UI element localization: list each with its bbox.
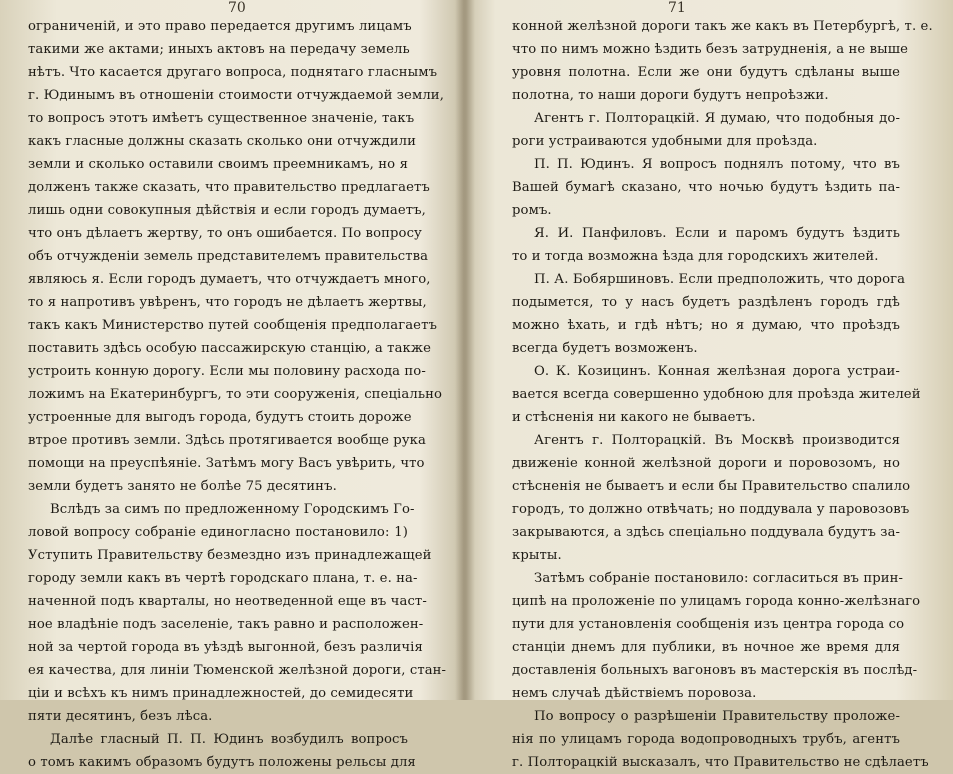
text-line: что по нимъ можно ѣздить безъ затрудненія, а не выше bbox=[512, 42, 908, 57]
text-line: По вопросу о разрѣшеніи Правительству проложе- bbox=[534, 709, 900, 724]
text-line: можно ѣхать, и гдѣ нѣтъ; но я думаю, что проѣздъ bbox=[512, 318, 900, 333]
left-page-text bbox=[28, 15, 447, 774]
text-line: ограниченій, и это право передается другимъ лицамъ bbox=[28, 19, 412, 34]
text-line: ципѣ на проложеніе по улицамъ города конно-желѣзнаго bbox=[512, 594, 921, 609]
text-line: такъ какъ Министерство путей сообщенія предполагаетъ bbox=[28, 318, 437, 333]
text-line: что онъ дѣлаетъ жертву, то онъ ошибается. По вопросу bbox=[28, 226, 422, 241]
text-line: г. Полторацкій высказалъ, что Правительство не сдѣлаетъ bbox=[512, 755, 929, 770]
text-line: стѣсненія не бываетъ и если бы Правительство спалило bbox=[512, 479, 911, 494]
text-line: и стѣсненія ни какого не бываетъ. bbox=[512, 410, 756, 425]
text-line: лишь одни совокупныя дѣйствія и если городъ думаетъ, bbox=[28, 203, 426, 218]
text-line: нѣтъ. Что касается другаго вопроса, поднятаго гласнымъ bbox=[28, 65, 438, 80]
text-line: П. П. Юдинъ. Я вопросъ поднялъ потому, что въ bbox=[534, 157, 900, 172]
text-line: полотна, то наши дороги будутъ непроѣзжи. bbox=[512, 88, 829, 103]
text-line: крыты. bbox=[512, 548, 562, 563]
text-line: объ отчужденіи земель представителемъ правительства bbox=[28, 249, 429, 264]
text-line: наченной подъ кварталы, но неотведенной еще въ част- bbox=[28, 594, 427, 609]
text-line: то и тогда возможна ѣзда для городскихъ жителей. bbox=[512, 249, 879, 264]
text-line: П. А. Бобяршиновъ. Если предположить, что дорога bbox=[534, 272, 906, 287]
text-line: ромъ. bbox=[512, 203, 552, 218]
text-line: то вопросъ этотъ имѣетъ существенное значеніе, такъ bbox=[28, 111, 415, 126]
text-line: городу земли какъ въ чертѣ городскаго плана, т. е. на- bbox=[28, 571, 418, 586]
text-line: ловой вопросу собраніе единогласно постановило: 1) bbox=[28, 525, 408, 540]
text-line: то я напротивъ увѣренъ, что городъ не дѣлаетъ жертвы, bbox=[28, 295, 427, 310]
left-page-number: 70 bbox=[228, 0, 246, 16]
text-line: Вашей бумагѣ сказано, что ночью будутъ ѣздить па- bbox=[512, 180, 900, 195]
text-line: закрываются, а здѣсь спеціально поддувала будутъ за- bbox=[512, 525, 901, 540]
text-line: устроить конную дорогу. Если мы половину расхода по- bbox=[28, 364, 426, 379]
text-line: Агентъ г. Полторацкій. Я думаю, что подобныя до- bbox=[534, 111, 900, 126]
text-line: городъ, то должно отвѣчать; но поддувала у паровозовъ bbox=[512, 502, 910, 517]
text-line: поставить здѣсь особую пассажирскую станцію, а также bbox=[28, 341, 432, 356]
text-line: земли будетъ занято не болѣе 75 десятинъ. bbox=[28, 479, 337, 494]
text-line: станціи днемъ для публики, въ ночное же время для bbox=[512, 640, 900, 655]
text-line: Агентъ г. Полторацкій. Въ Москвѣ производится bbox=[534, 433, 900, 448]
text-line: ложимъ на Екатеринбургъ, то эти сооруженія, спеціально bbox=[28, 387, 443, 402]
text-line: земли и сколько оставили своимъ преемникамъ, но я bbox=[28, 157, 408, 172]
right-page-text bbox=[512, 15, 933, 774]
text-line: ной за чертой города въ уѣздѣ выгонной, безъ различія bbox=[28, 640, 423, 655]
text-line: конной желѣзной дороги такъ же какъ въ Петербургѣ, т. е. bbox=[512, 19, 933, 34]
text-line: помощи на прeуспѣяніе. Затѣмъ могу Васъ увѣрить, что bbox=[28, 456, 425, 471]
text-line: Затѣмъ собраніе постановило: согласиться въ прин- bbox=[534, 571, 904, 586]
text-line: какъ гласные должны сказать сколько они отчуждили bbox=[28, 134, 417, 149]
text-line: являюсь я. Если городъ думаетъ, что отчуждаетъ много, bbox=[28, 272, 431, 287]
text-line: ціи и всѣхъ къ нимъ принадлежностей, до семидесяти bbox=[28, 686, 414, 701]
text-line: движеніе конной желѣзной дороги и поровозомъ, но bbox=[512, 456, 900, 471]
text-line: подымется, то у насъ будетъ раздѣленъ городъ гдѣ bbox=[512, 295, 900, 310]
left-page bbox=[0, 0, 460, 770]
text-line: втрое противъ земли. Здѣсь протягивается вообще рука bbox=[28, 433, 426, 448]
text-line: пяти десятинъ, безъ лѣса. bbox=[28, 709, 213, 724]
text-line: вается всегда совершенно удобною для проѣзда жителей bbox=[512, 387, 921, 402]
text-line: о томъ какимъ образомъ будутъ положены рельсы для bbox=[28, 755, 416, 770]
text-line: всегда будетъ возможенъ. bbox=[512, 341, 698, 356]
text-line: роги устраиваются удобными для проѣзда. bbox=[512, 134, 818, 149]
text-line: Далѣе гласный П. П. Юдинъ возбудилъ вопросъ bbox=[50, 732, 408, 747]
right-page bbox=[478, 0, 953, 770]
text-line: немъ случаѣ дѣйствіемъ поровоза. bbox=[512, 686, 757, 701]
text-line: устроенные для выгодъ города, будутъ стоить дороже bbox=[28, 410, 412, 425]
text-line: Я. И. Панфиловъ. Если и паромъ будутъ ѣздить bbox=[534, 226, 900, 241]
text-line: Вслѣдъ за симъ по предложенному Городскимъ Го- bbox=[50, 502, 415, 517]
right-page-number: 71 bbox=[668, 0, 686, 16]
text-line: Уступить Правительству безмездно изъ принадлежащей bbox=[28, 548, 432, 563]
text-line: О. К. Козицинъ. Конная желѣзная дорога устраи- bbox=[534, 364, 900, 379]
text-line: доставленія больныхъ вагоновъ въ мастерскія въ послѣд- bbox=[512, 663, 918, 678]
text-line: г. Юдинымъ въ отношеніи стоимости отчуждаемой земли, bbox=[28, 88, 444, 103]
text-line: нія по улицамъ города водопроводныхъ трубъ, агентъ bbox=[512, 732, 900, 747]
text-line: такими же актами; иныхъ актовъ на передачу земель bbox=[28, 42, 410, 57]
text-line: ное владѣніе подъ заселеніе, такъ равно и расположен- bbox=[28, 617, 424, 632]
text-line: ея качества, для линіи Тюменской желѣзной дороги, стан- bbox=[28, 663, 447, 678]
text-line: пути для установленія сообщенія изъ центра города со bbox=[512, 617, 905, 632]
text-line: долженъ также сказать, что правительство предлагаетъ bbox=[28, 180, 430, 195]
text-line: уровня полотна. Если же они будутъ сдѣланы выше bbox=[512, 65, 900, 80]
